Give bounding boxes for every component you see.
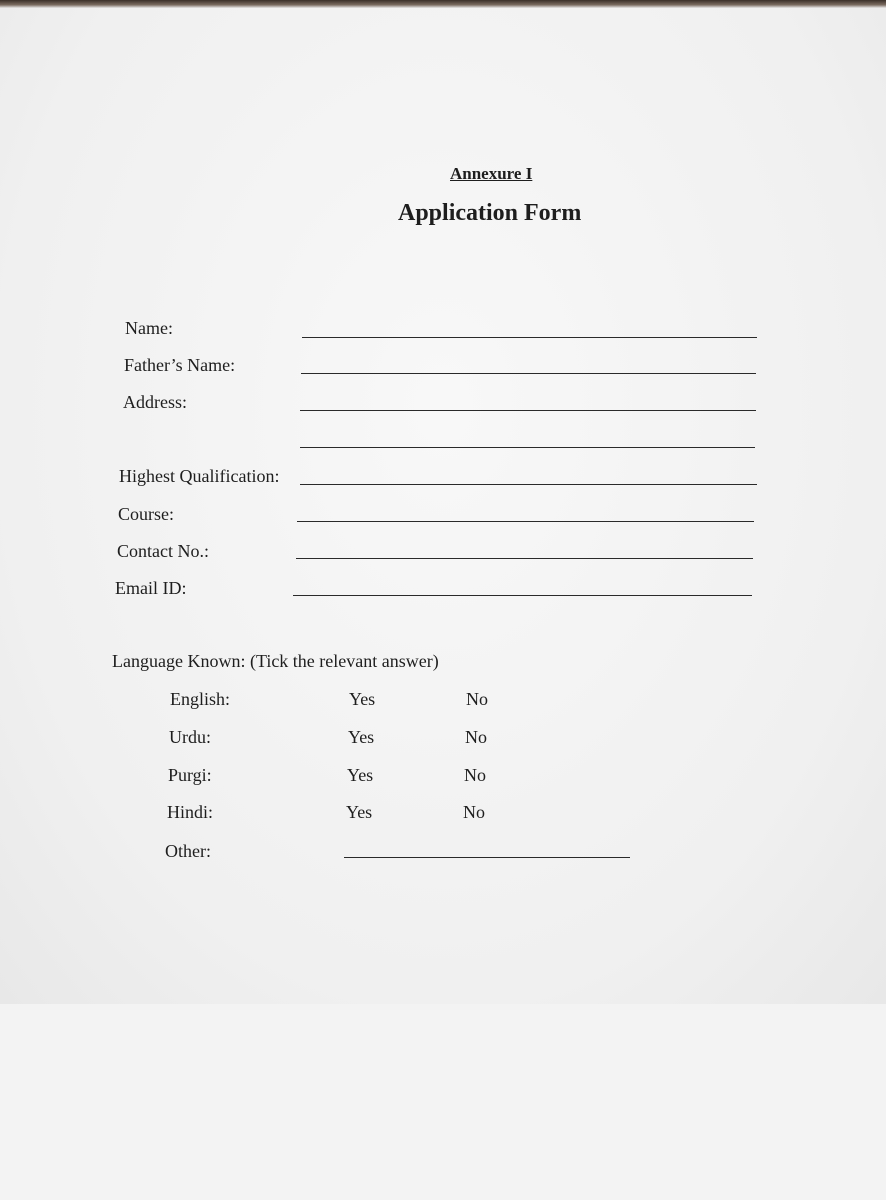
urdu-yes-option[interactable]: Yes [348, 727, 375, 747]
urdu-no-option[interactable]: No [465, 727, 487, 747]
name-line[interactable] [302, 337, 757, 338]
purgi-no-option[interactable]: No [464, 765, 486, 785]
name-label: Name: [125, 318, 173, 338]
language-hindi: Hindi: [167, 802, 214, 822]
other-language-line[interactable] [344, 857, 630, 858]
fathers-name-label: Father’s Name: [124, 355, 236, 375]
language-urdu: Urdu: [169, 727, 211, 747]
qualification-label: Highest Qualification: [119, 466, 280, 486]
language-english: English: [170, 689, 231, 709]
address-label: Address: [123, 392, 187, 412]
address-line-1[interactable] [300, 410, 756, 411]
course-label: Course: [118, 504, 174, 524]
address-line-2[interactable] [300, 447, 755, 448]
language-other: Other: [165, 841, 211, 861]
fathers-name-line[interactable] [301, 373, 756, 374]
english-yes-option[interactable]: Yes [349, 689, 376, 709]
photo-top-edge [0, 0, 886, 8]
background-area [0, 1004, 886, 1200]
hindi-no-option[interactable]: No [463, 802, 485, 822]
course-line[interactable] [297, 521, 754, 522]
email-label: Email ID: [115, 578, 187, 598]
annexure-heading: Annexure I [450, 164, 533, 183]
purgi-yes-option[interactable]: Yes [347, 765, 374, 785]
language-purgi: Purgi: [168, 765, 212, 785]
qualification-line[interactable] [300, 484, 757, 485]
english-no-option[interactable]: No [466, 689, 488, 709]
email-line[interactable] [293, 595, 752, 596]
language-heading: Language Known: (Tick the relevant answer) [112, 651, 439, 671]
contact-label: Contact No.: [117, 541, 209, 561]
form-title: Application Form [398, 200, 582, 226]
hindi-yes-option[interactable]: Yes [346, 802, 373, 822]
contact-line[interactable] [296, 558, 753, 559]
